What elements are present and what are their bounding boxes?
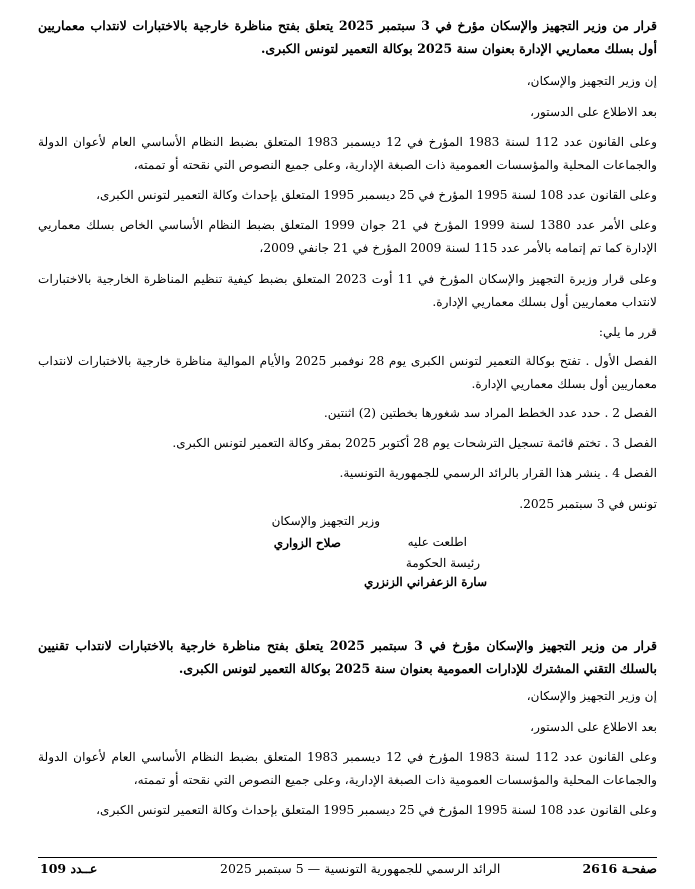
footer-issue-number: عــدد 109 <box>40 861 98 876</box>
minister-title: وزير التجهيز والإسكان <box>271 514 380 528</box>
decree1-article-1: الفصل الأول . تفتح بوكالة التعمير لتونس الكبرى يوم 28 نوفمبر 2025 والأيام الموالية مناظرة خارجية بالاختبارات لانتداب معماريين أول بسلك معماريي الإدارة. <box>38 354 657 391</box>
decree1-place-date: تونس في 3 سبتمبر 2025. <box>519 497 657 511</box>
decree1-law-1983: وعلى القانون عدد 112 لسنة 1983 المؤرخ في 12 ديسمبر 1983 المتعلق بضبط النظام الأساسي العام لأعوان الدولة والجماعات المحلية والمؤسسات العمومية ذات الصبغة الإدارية، وعلى جميع النصوص التي نقحته أو تممته، <box>38 135 657 172</box>
footer-journal: الرائد الرسمي للجمهورية التونسية — 5 سبتمبر 2025 <box>220 861 501 876</box>
footer-page-number: صفحـة 2616 <box>582 861 657 876</box>
pm-name: سارة الزعفراني الزنزري <box>363 575 487 589</box>
decree1-title: قرار من وزير التجهيز والإسكان مؤرخ في 3 سبتمبر 2025 يتعلق بفتح مناظرة خارجية بالاختبارات لانتداب معماريين أول بسلك معماريي الإدارة بعنوان سنة 2025 بوكالة التعمير لتونس الكبرى. <box>38 18 658 56</box>
decree1-order-1999: وعلى الأمر عدد 1380 لسنة 1999 المؤرخ في 21 جوان 1999 المتعلق بضبط النظام الأساسي الخاص بسلك معماريي الإدارة كما تم إتمامه بالأمر عدد 115 لسنة 2009 المؤرخ في 21 جانفي 2009، <box>38 218 657 255</box>
decree1-article-2: الفصل 2 . حدد عدد الخطط المراد سد شغورها بخطتين (2) اثنتين. <box>323 406 657 420</box>
decree1-preamble: إن وزير التجهيز والإسكان، <box>526 74 657 88</box>
footer-divider <box>38 857 657 858</box>
decree1-constitution: بعد الاطلاع على الدستور، <box>530 105 657 119</box>
minister-name: صلاح الزواري <box>273 536 341 550</box>
decree2-law-1995: وعلى القانون عدد 108 لسنة 1995 المؤرخ في 25 ديسمبر 1995 المتعلق بإحداث وكالة التعمير لتونس الكبرى، <box>96 803 657 817</box>
decree1-law-1995: وعلى القانون عدد 108 لسنة 1995 المؤرخ في 25 ديسمبر 1995 المتعلق بإحداث وكالة التعمير لتونس الكبرى، <box>96 188 657 202</box>
pm-title: رئيسة الحكومة <box>405 556 480 570</box>
decree1-decision-2023: وعلى قرار وزيرة التجهيز والإسكان المؤرخ في 11 أوت 2023 المتعلق بضبط كيفية تنظيم المناظرة الخارجية بالاختبارات لانتداب معماريين أول بسلك معماريي الإدارة. <box>38 272 657 309</box>
decree1-article-4: الفصل 4 . ينشر هذا القرار بالرائد الرسمي للجمهورية التونسية. <box>339 466 657 480</box>
decree1-article-3: الفصل 3 . تختم قائمة تسجيل الترشحات يوم 28 أكتوبر 2025 بمقر وكالة التعمير لتونس الكبرى. <box>172 436 657 450</box>
decree2-law-1983: وعلى القانون عدد 112 لسنة 1983 المؤرخ في 12 ديسمبر 1983 المتعلق بضبط النظام الأساسي العام لأعوان الدولة والجماعات المحلية والمؤسسات العمومية ذات الصبغة الإدارية، وعلى جميع النصوص التي نقحته أو تممته، <box>38 750 657 787</box>
seen-by-label: اطلعت عليه <box>407 535 467 549</box>
decree2-constitution: بعد الاطلاع على الدستور، <box>530 720 657 734</box>
decree2-title: قرار من وزير التجهيز والإسكان مؤرخ في 3 سبتمبر 2025 يتعلق بفتح مناظرة خارجية بالاختبارات لانتداب تقنيين بالسلك التقني المشترك للإدارات العمومية بعنوان سنة 2025 بوكالة التعمير لتونس الكبرى. <box>38 638 657 676</box>
decree2-preamble: إن وزير التجهيز والإسكان، <box>526 689 657 703</box>
decree1-decides: قرر ما يلي: <box>598 325 657 339</box>
